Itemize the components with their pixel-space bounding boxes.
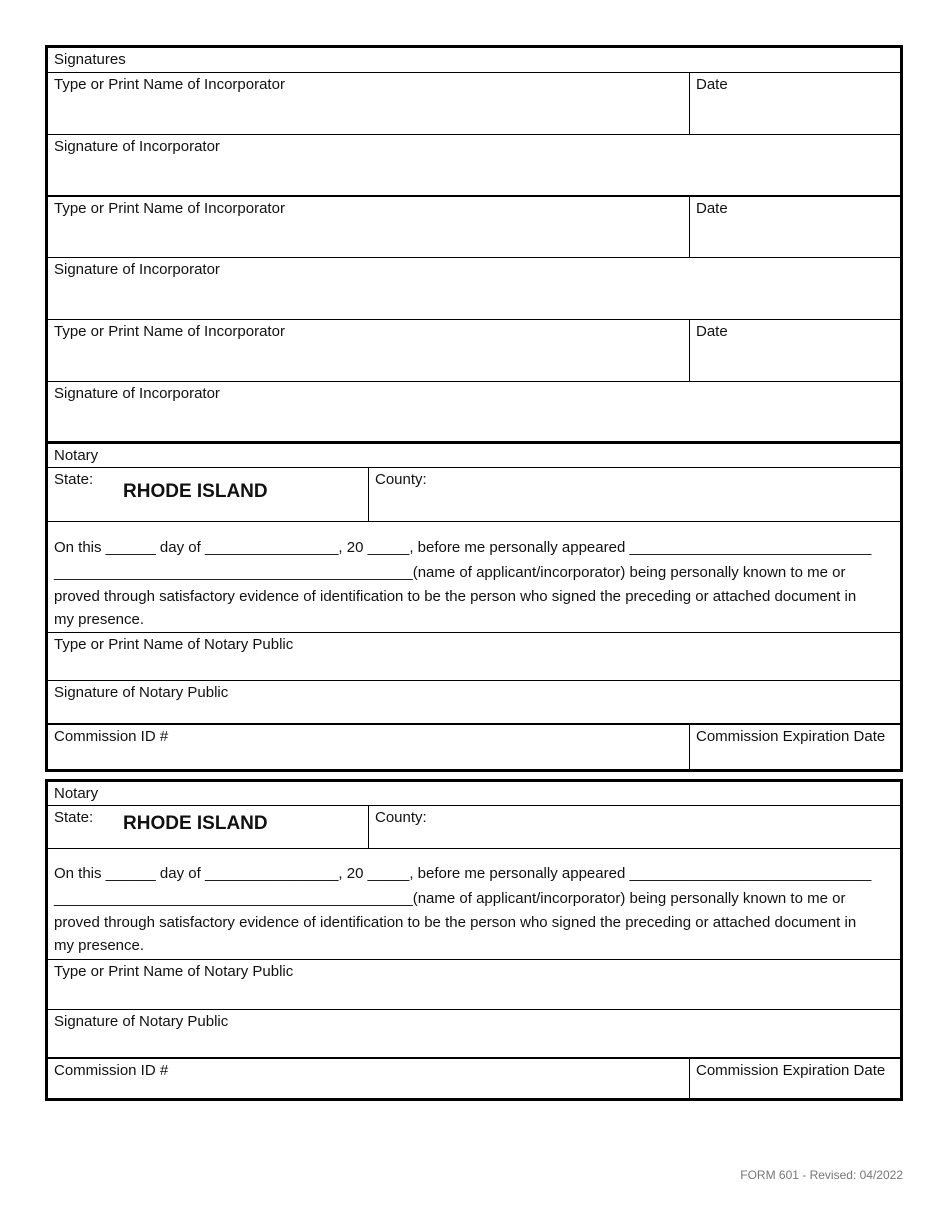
incorporator-date-field-3[interactable] xyxy=(689,320,900,381)
county-field[interactable] xyxy=(368,806,900,848)
notary-signature-label: Signature of Notary Public xyxy=(54,1013,229,1030)
state-value: RHODE ISLAND xyxy=(123,813,268,834)
incorporator-name-row-2[interactable] xyxy=(48,197,900,258)
signatures-notary-box xyxy=(45,45,903,772)
incorporator-name-label: Type or Print Name of Incorporator xyxy=(54,200,285,217)
notary-header: Notary xyxy=(54,447,99,464)
incorporator-signature-row-3[interactable] xyxy=(48,382,900,444)
incorporator-name-row-1[interactable] xyxy=(48,73,900,135)
incorporator-date-field-1[interactable] xyxy=(689,73,900,134)
notary-name-label: Type or Print Name of Notary Public xyxy=(54,963,294,980)
notary-state-county-row xyxy=(48,806,900,849)
incorporator-name-label: Type or Print Name of Incorporator xyxy=(54,323,285,340)
notary-signature-label: Signature of Notary Public xyxy=(54,684,229,701)
notary-header: Notary xyxy=(54,785,99,802)
state-label: State: xyxy=(54,471,94,488)
signatures-header-row xyxy=(48,48,900,73)
date-label: Date xyxy=(696,323,728,340)
incorporator-signature-row-1[interactable] xyxy=(48,135,900,197)
state-value: RHODE ISLAND xyxy=(123,481,268,502)
incorporator-signature-label: Signature of Incorporator xyxy=(54,261,220,278)
incorporator-name-label: Type or Print Name of Incorporator xyxy=(54,76,285,93)
notary-statement-line-4: my presence. xyxy=(54,610,145,628)
incorporator-date-field-2[interactable] xyxy=(689,197,900,257)
incorporator-name-row-3[interactable] xyxy=(48,320,900,382)
notary-name-row[interactable] xyxy=(48,633,900,681)
county-field[interactable] xyxy=(368,468,900,521)
notary-statement-row xyxy=(48,522,900,633)
notary-statement-line-2: ___________________________________________(name of applicant/incorporator) being personally known to me or xyxy=(54,563,846,581)
county-label: County: xyxy=(375,471,427,488)
state-label: State: xyxy=(54,809,94,826)
notary-statement xyxy=(48,849,900,957)
notary-header-row xyxy=(48,782,900,806)
notary-box-2 xyxy=(45,779,903,1101)
notary-statement-line-1: On this ______ day of ________________, 20 _____, before me personally appeared _____________________________ xyxy=(54,539,872,556)
notary-statement-line-2: ___________________________________________(name of applicant/incorporator) being personally known to me or xyxy=(54,889,846,907)
commission-expiration-field[interactable] xyxy=(689,1059,900,1098)
commission-id-label: Commission ID # xyxy=(54,1062,169,1079)
incorporator-signature-label: Signature of Incorporator xyxy=(54,385,220,402)
commission-row[interactable] xyxy=(48,1059,900,1098)
county-label: County: xyxy=(375,809,427,826)
commission-expiration-field[interactable] xyxy=(689,725,900,770)
incorporator-signature-label: Signature of Incorporator xyxy=(54,138,220,155)
commission-row[interactable] xyxy=(48,725,900,770)
notary-header-row xyxy=(48,444,900,468)
date-label: Date xyxy=(696,76,728,93)
date-label: Date xyxy=(696,200,728,217)
notary-name-row[interactable] xyxy=(48,960,900,1010)
form-footer: FORM 601 - Revised: 04/2022 xyxy=(740,1168,903,1182)
notary-state-county-row xyxy=(48,468,900,522)
signatures-header: Signatures xyxy=(54,51,126,68)
notary-statement-line-4: my presence. xyxy=(54,936,145,954)
commission-expiration-label: Commission Expiration Date xyxy=(696,1062,886,1079)
incorporator-signature-row-2[interactable] xyxy=(48,258,900,320)
notary-name-label: Type or Print Name of Notary Public xyxy=(54,636,294,653)
notary-statement-row xyxy=(48,849,900,960)
notary-signature-row[interactable] xyxy=(48,681,900,725)
notary-statement xyxy=(48,522,900,631)
commission-id-label: Commission ID # xyxy=(54,728,169,745)
notary-statement-line-1: On this ______ day of ________________, 20 _____, before me personally appeared _____________________________ xyxy=(54,865,872,882)
notary-statement-line-3: proved through satisfactory evidence of identification to be the person who signed the preceding or attached document in xyxy=(54,588,857,605)
notary-statement-line-3: proved through satisfactory evidence of identification to be the person who signed the preceding or attached document in xyxy=(54,914,857,931)
commission-expiration-label: Commission Expiration Date xyxy=(696,728,886,745)
notary-signature-row[interactable] xyxy=(48,1010,900,1059)
